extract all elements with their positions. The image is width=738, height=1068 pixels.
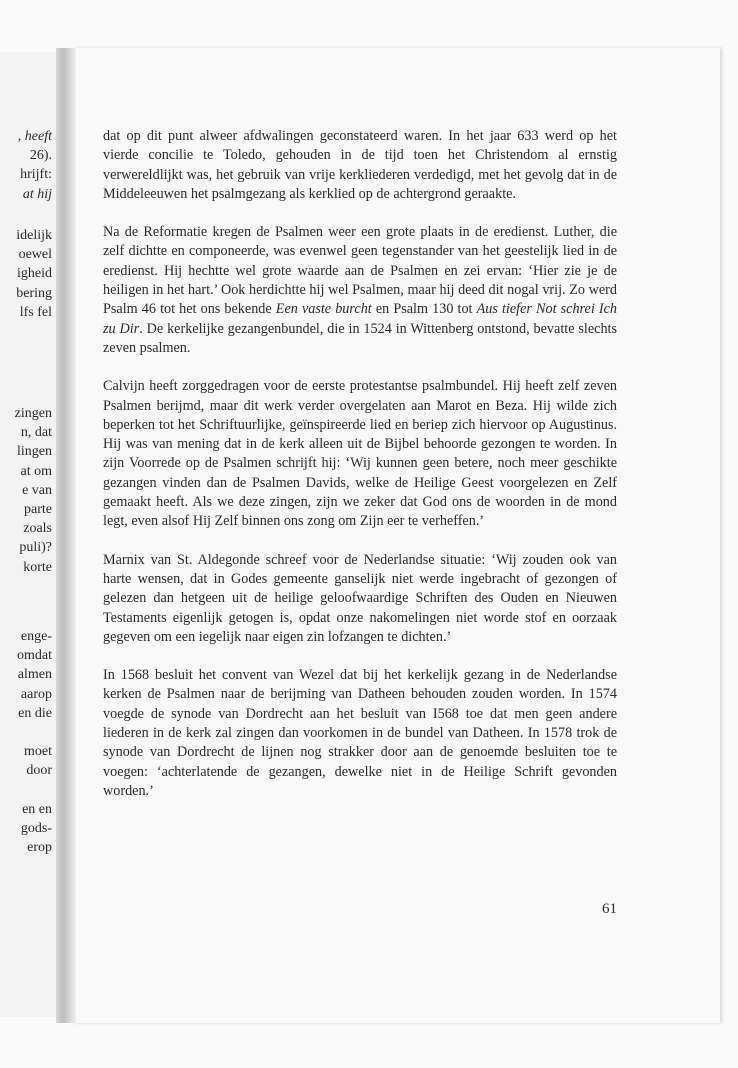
left-fragment-line: at hij: [22, 186, 52, 202]
left-fragment-line: zingen: [14, 406, 52, 421]
left-fragment-line: lfs fel: [19, 304, 52, 320]
left-fragment-line: bering: [16, 285, 52, 301]
left-fragment-line: n, dat: [20, 425, 52, 441]
left-fragment-line: en die: [18, 705, 52, 721]
left-page-fragment-block-3: [0, 404, 52, 577]
left-fragment-line: enge-: [20, 629, 52, 644]
left-fragment-line: korte: [23, 559, 52, 575]
left-fragment-line: parte: [24, 501, 52, 517]
left-fragment-line: [0, 723, 52, 742]
left-fragment-line: zoals: [23, 521, 52, 537]
left-fragment-line: almen: [17, 667, 52, 683]
left-fragment-line: door: [26, 763, 52, 779]
paragraph-luther-text: Na de Reformatie kregen de Psalmen weer een grote plaats in de eredienst. Luther, die zelf dichtte en componeerde, was evenwel geen tegenstander van het geestelijk lied in de eredienst. Hij hechtte wel grote waarde aan de Psalmen en zei ervan: ‘Hier zie je de heiligen in het hart.’ Ook herdichtte hij wel Psalmen, maar hij deed dit nogal vrij. Zo werd Psalm 46 tot het ons bekende: [103, 224, 617, 318]
left-page-fragment-block-2: [0, 226, 52, 322]
left-fragment-line: moet: [24, 744, 52, 760]
left-fragment-line: e van: [22, 482, 52, 498]
left-fragment-line: puli)?: [19, 540, 52, 556]
left-fragment-line: oewel: [18, 247, 52, 263]
left-fragment-line: en en: [22, 801, 52, 817]
left-fragment-line: aarop: [20, 686, 52, 702]
left-fragment-line: [0, 781, 52, 800]
left-fragment-line: hrijft:: [20, 167, 52, 183]
left-fragment-line: lingen: [17, 444, 52, 460]
left-fragment-line: , heeft: [17, 129, 52, 144]
paragraph-luther: [103, 223, 617, 358]
paragraph-calvijn: Calvijn heeft zorggedragen voor de eerste protestantse psalmbundel. Hij heeft zelf zeven Psalmen berijmd, maar dit werk verder overgelaten aan Marot en Beza. Hij wilde zich beperken tot het Schriftuurlijke, geïnspireerde lied en beriep zich hiervoor op Augustinus. Hij was van mening dat in de kerk alleen uit de Bijbel behoorde gezongen te worden. In zijn Voorrede op de Psalmen schrijft hij: ‘Wij kunnen geen betere, noch meer geschikte gezangen vinden dan de Psalmen Davids, welke de Heilige Geest voorgelezen en Zelf gemaakt heeft. Als we deze zingen, zijn we zeker dat God ons de woorden in de mond legt, even alsof Hij Zelf binnen ons zong om Zijn eer te verheffen.’: [103, 378, 617, 530]
title-een-vaste-burcht: Een vaste burcht: [275, 301, 372, 318]
paragraph-marnix: Marnix van St. Aldegonde schreef voor de Nederlandse situatie: ‘Wij zouden ook van harte wensen, dat in Godes gemeente ganselijk niet werde ingebracht of gezongen of gelezen dan hetgeen uit de heilige geloofwaardige Schriften des Ouden en Nieuwen Testaments eigenlijk getogen is, opdat onze nakomelingen niet worde stof en oorzaak gegeven om een iegelijk naar eigen zin lofzangen te dichten.’: [103, 551, 617, 645]
page-body: [103, 127, 617, 801]
left-fragment-line: igheid: [17, 266, 52, 282]
left-fragment-line: at om: [20, 463, 52, 479]
left-fragment-line: erop: [27, 840, 52, 856]
left-fragment-line: 26).: [29, 148, 52, 164]
left-fragment-line: omdat: [17, 648, 52, 664]
left-page-fragment-block-4: [0, 627, 52, 857]
paragraph-luther-text: en Psalm 130 tot: [375, 301, 473, 318]
left-fragment-line: gods-: [20, 820, 52, 836]
left-page-fragment-block-1: [0, 127, 52, 204]
paragraph-synodes: In 1568 besluit het convent van Wezel dat bij het kerkelijk gezang in de Nederlandse kerken de Psalmen naar de berijming van Datheen behouden zouden worden. In 1574 voegde de synode van Dordrecht aan het besluit van I568 toe dat men geen andere liederen in de kerk zal zingen dan voorkomen in de bundel van Datheen. In 1578 trok de synode van Dordrecht de lijnen nog strakker door aan de genoemde besluiten toe te voegen: ‘achterlatende de gezangen, dewelke niet in de Heilige Schrift gevonden worden.’: [103, 667, 617, 799]
page-number: 61: [602, 901, 617, 917]
paragraph-luther-text: . De kerkelijke gezangenbundel, die in 1524 in Wittenberg ontstond, bevatte slechts zeven psalmen.: [103, 320, 618, 356]
paragraph-toledo: dat op dit punt alweer afdwalingen geconstateerd waren. In het jaar 633 werd op het vierde concilie te Toledo, gehouden in de tijd toen het Christendom al ernstig verwereldlijkt was, het gebruik van vrije kerkliederen verdedigd, met het gevolg dat in de Middeleeuwen het psalmgezang als kerklied op de achtergrond geraakte.: [103, 128, 617, 202]
left-fragment-line: idelijk: [16, 228, 52, 243]
book-gutter: [56, 48, 76, 1023]
title-aus-tiefer-not: Aus tiefer Not schrei Ich zu Dir: [103, 301, 618, 337]
